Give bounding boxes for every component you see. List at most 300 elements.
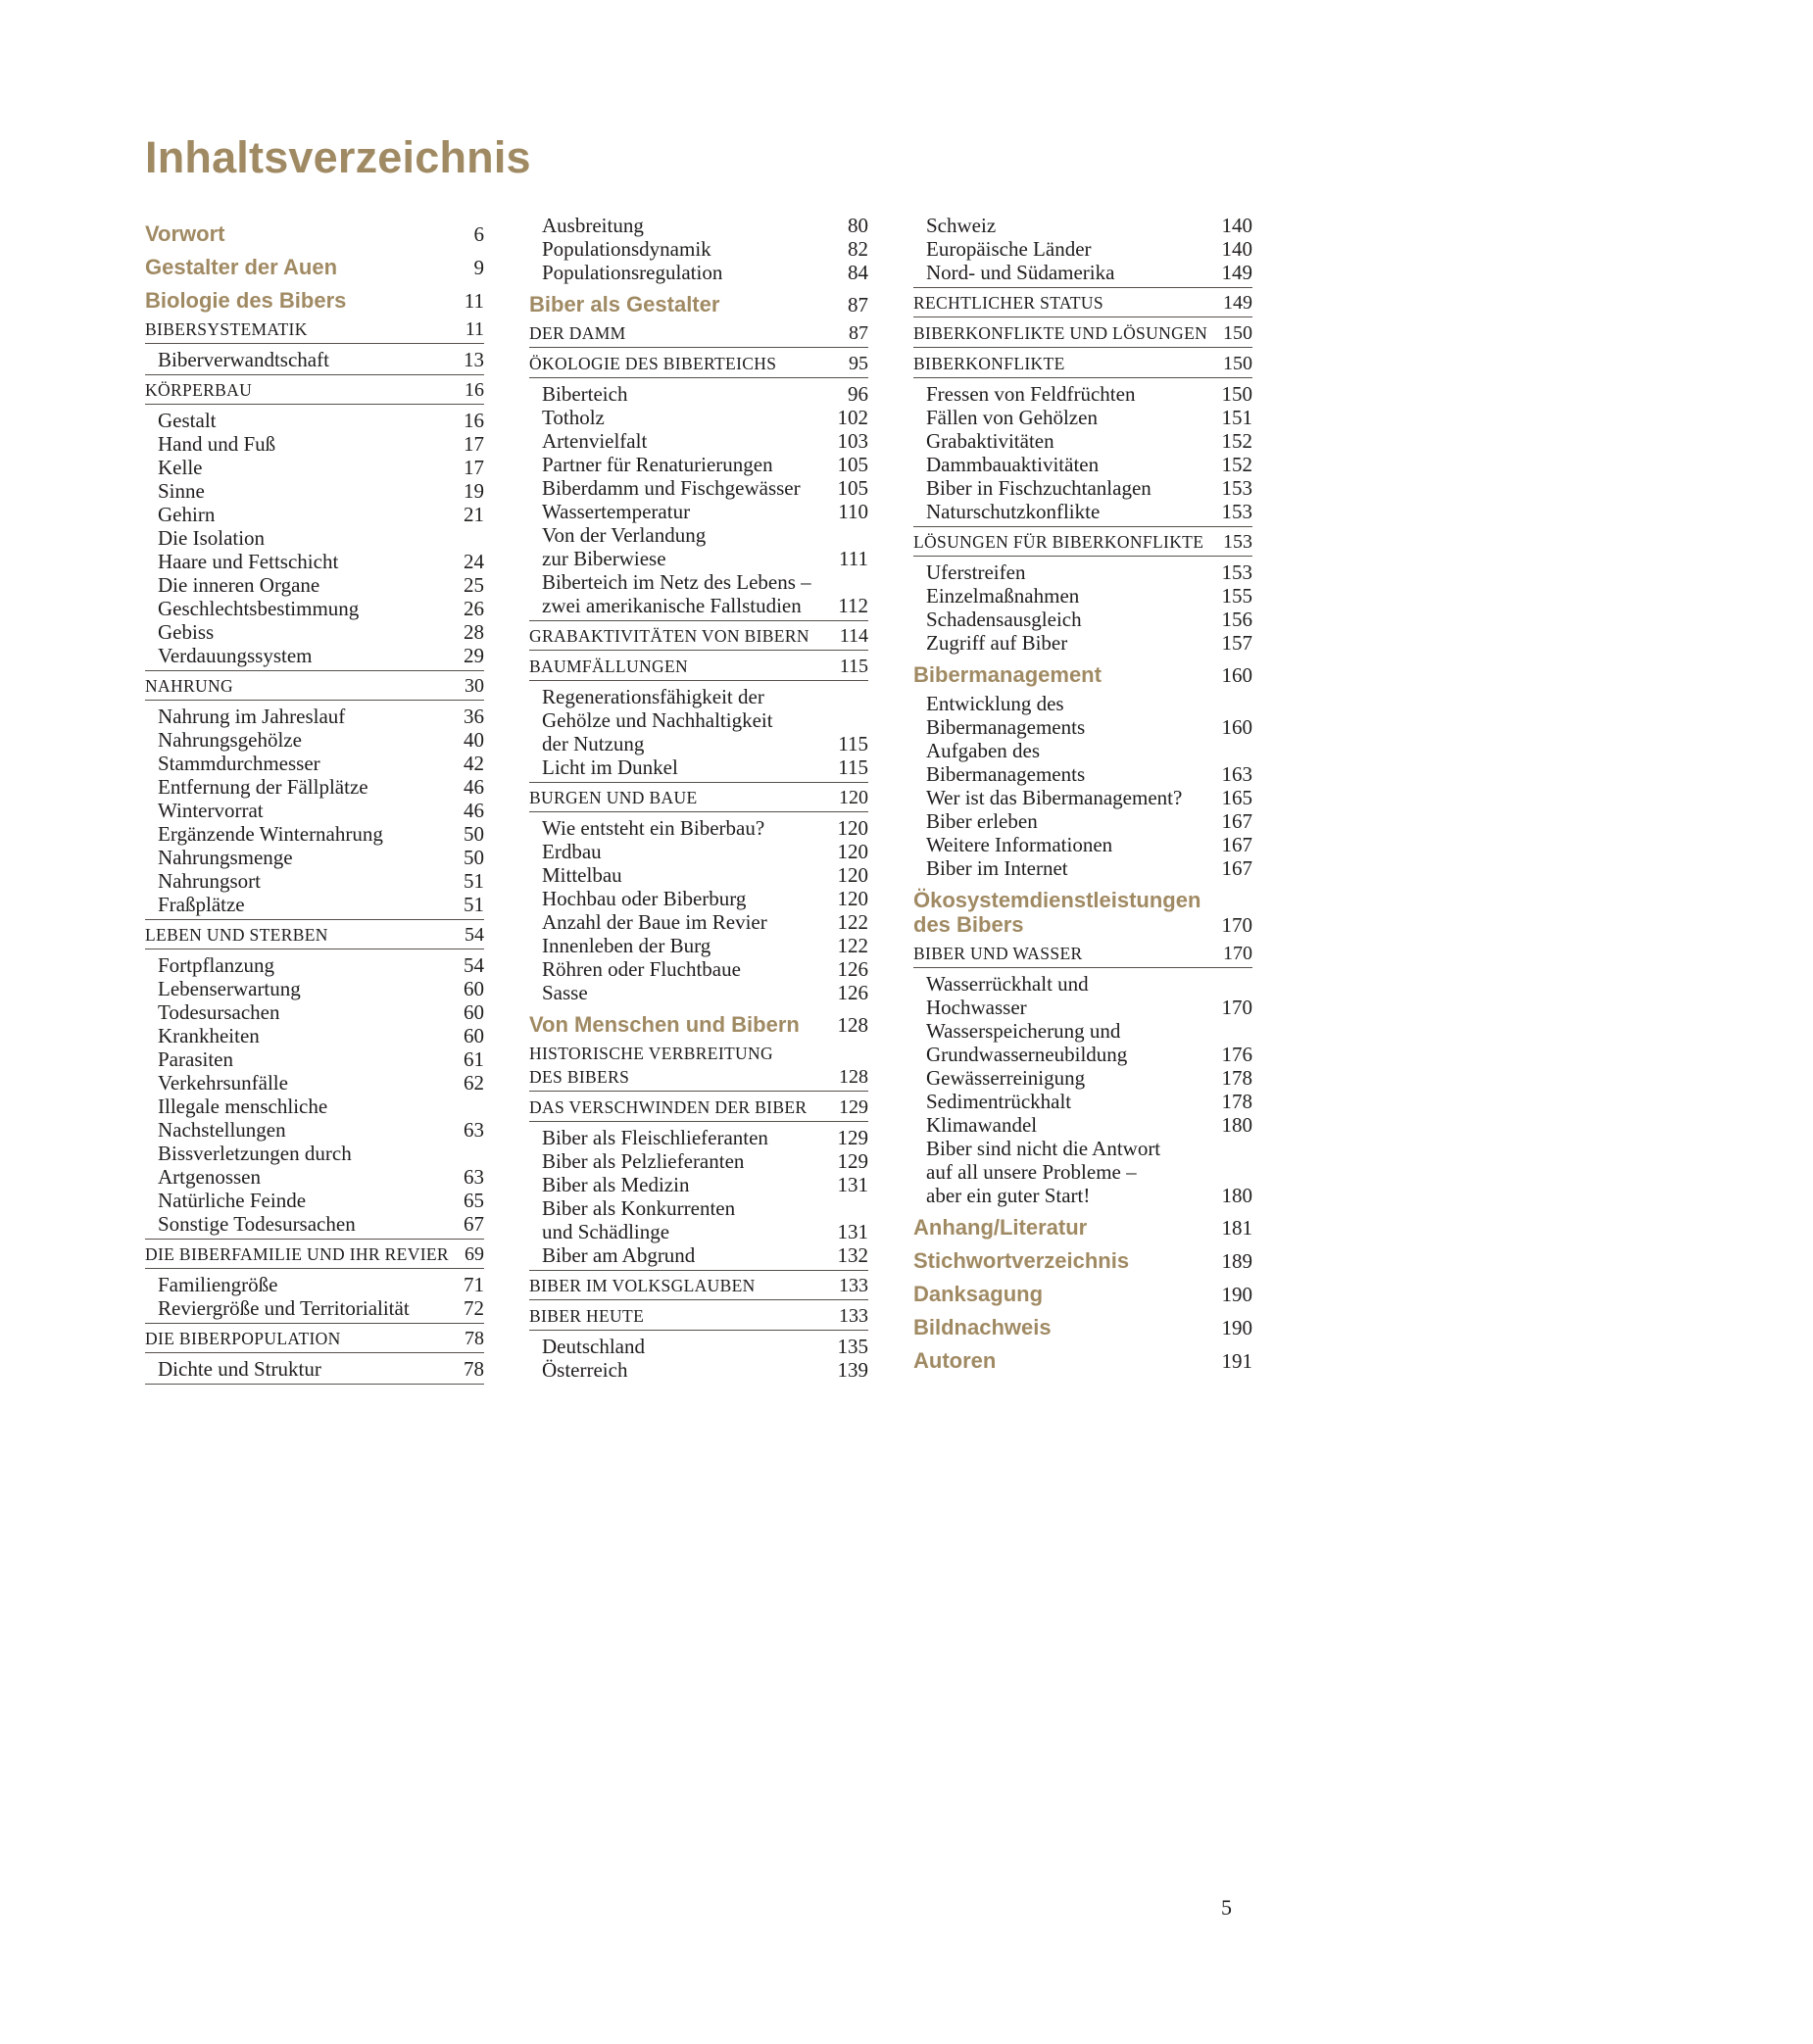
toc-item-entry bbox=[529, 685, 868, 755]
toc-entry-label: Licht im Dunkel bbox=[542, 755, 678, 779]
toc-item-entry bbox=[145, 846, 484, 869]
toc-entry-page-number: 191 bbox=[1221, 1349, 1252, 1373]
toc-entry-label: Kelle bbox=[158, 456, 203, 479]
toc-entry-page-number: 156 bbox=[1221, 608, 1252, 631]
toc-entry-row bbox=[529, 732, 868, 755]
toc-entry-label: BIBERKONFLIKTE bbox=[913, 354, 1065, 373]
toc-entry-row bbox=[529, 429, 868, 453]
toc-entry-row bbox=[529, 352, 868, 375]
toc-entry-page-number: 96 bbox=[848, 382, 868, 406]
toc-entry-label: Wasserrückhalt und bbox=[926, 972, 1089, 996]
toc-entry-row bbox=[145, 752, 484, 775]
toc-entry-page-number: 78 bbox=[465, 1328, 484, 1349]
toc-entry-page-number: 167 bbox=[1221, 856, 1252, 880]
toc-entry-page-number: 29 bbox=[464, 644, 484, 667]
toc-entry-label: BIBER UND WASSER bbox=[913, 944, 1083, 963]
toc-entry-row bbox=[529, 406, 868, 429]
toc-entry-row bbox=[913, 1160, 1252, 1184]
toc-entry-label: Geschlechtsbestimmung bbox=[158, 597, 360, 620]
toc-entry-row bbox=[529, 1220, 868, 1243]
toc-entry-row bbox=[529, 1173, 868, 1196]
toc-entry-row bbox=[145, 526, 484, 550]
toc-entry-row bbox=[529, 1358, 868, 1382]
toc-item-entry bbox=[913, 1090, 1252, 1113]
toc-entry-label: Familiengröße bbox=[158, 1273, 278, 1296]
toc-entry-page-number: 132 bbox=[837, 1243, 868, 1267]
toc-entry-row bbox=[145, 255, 484, 280]
toc-entry-label: BIBER IM VOLKSGLAUBEN bbox=[529, 1276, 756, 1295]
toc-item-entry bbox=[145, 953, 484, 977]
toc-entry-row bbox=[145, 503, 484, 526]
toc-entry-label: Hochbau oder Biberburg bbox=[542, 887, 747, 910]
toc-entry-page-number: 111 bbox=[839, 547, 868, 570]
toc-entry-page-number: 11 bbox=[465, 318, 484, 340]
toc-entry-row bbox=[529, 476, 868, 500]
toc-item-entry bbox=[529, 887, 868, 910]
toc-entry-label: Biberteich im Netz des Lebens – bbox=[542, 570, 811, 594]
toc-entry-page-number: 63 bbox=[464, 1165, 484, 1189]
toc-entry-label: Aufgaben des bbox=[926, 739, 1041, 762]
toc-item-entry bbox=[529, 261, 868, 284]
toc-entry-label: Schweiz bbox=[926, 214, 997, 237]
toc-chapter-entry bbox=[913, 1348, 1252, 1374]
toc-item-entry bbox=[145, 869, 484, 893]
toc-entry-row bbox=[529, 957, 868, 981]
toc-entry-page-number: 115 bbox=[839, 656, 868, 677]
toc-entry-label: Gehölze und Nachhaltigkeit bbox=[542, 708, 773, 732]
toc-item-entry bbox=[913, 500, 1252, 527]
toc-entry-row bbox=[145, 221, 484, 247]
toc-entry-row bbox=[529, 1012, 868, 1038]
toc-entry-label: Zugriff auf Biber bbox=[926, 631, 1068, 655]
toc-entry-label: LÖSUNGEN FÜR BIBERKONFLIKTE bbox=[913, 532, 1204, 552]
toc-item-entry bbox=[145, 348, 484, 375]
toc-entry-page-number: 65 bbox=[464, 1189, 484, 1212]
toc-item-entry bbox=[145, 526, 484, 573]
toc-entry-page-number: 36 bbox=[464, 705, 484, 728]
toc-entry-label: Bissverletzungen durch bbox=[158, 1142, 352, 1165]
toc-entry-row bbox=[529, 934, 868, 957]
toc-item-entry bbox=[529, 500, 868, 523]
toc-entry-row bbox=[529, 382, 868, 406]
toc-entry-page-number: 28 bbox=[464, 620, 484, 644]
toc-item-entry bbox=[145, 1189, 484, 1212]
toc-entry-row bbox=[913, 996, 1252, 1019]
toc-entry-page-number: 152 bbox=[1221, 429, 1252, 453]
toc-entry-page-number: 112 bbox=[838, 594, 868, 617]
toc-entry-label: Gebiss bbox=[158, 620, 215, 644]
toc-entry-page-number: 129 bbox=[837, 1126, 868, 1149]
toc-chapter-entry bbox=[913, 1315, 1252, 1340]
toc-entry-page-number: 180 bbox=[1221, 1113, 1252, 1137]
toc-entry-label: Fällen von Gehölzen bbox=[926, 406, 1098, 429]
toc-entry-page-number: 149 bbox=[1223, 292, 1252, 314]
toc-entry-page-number: 122 bbox=[837, 934, 868, 957]
toc-item-entry bbox=[529, 934, 868, 957]
toc-entry-page-number: 120 bbox=[837, 840, 868, 863]
toc-entry-page-number: 128 bbox=[837, 1013, 868, 1037]
toc-entry-row bbox=[145, 1357, 484, 1381]
toc-entry-label: Bibermanagement bbox=[913, 662, 1102, 687]
toc-entry-page-number: 170 bbox=[1221, 996, 1252, 1019]
toc-entry-page-number: 140 bbox=[1221, 214, 1252, 237]
toc-item-entry bbox=[145, 893, 484, 920]
toc-entry-row bbox=[913, 1043, 1252, 1066]
toc-item-entry bbox=[913, 692, 1252, 739]
toc-entry-label: Sinne bbox=[158, 479, 205, 503]
toc-entry-page-number: 155 bbox=[1221, 584, 1252, 608]
toc-item-entry bbox=[145, 752, 484, 775]
toc-entry-page-number: 170 bbox=[1223, 943, 1252, 964]
toc-chapter-entry bbox=[145, 255, 484, 280]
toc-entry-page-number: 128 bbox=[839, 1066, 868, 1088]
toc-chapter-entry bbox=[529, 1012, 868, 1038]
toc-entry-label: Fortpflanzung bbox=[158, 953, 274, 977]
toc-item-entry bbox=[529, 816, 868, 840]
toc-caps-entry bbox=[529, 655, 868, 681]
toc-entry-label: Biberteich bbox=[542, 382, 628, 406]
toc-entry-label: Wassertemperatur bbox=[542, 500, 691, 523]
toc-item-entry bbox=[145, 573, 484, 597]
toc-entry-page-number: 150 bbox=[1223, 353, 1252, 374]
toc-entry-row bbox=[145, 1273, 484, 1296]
toc-entry-label: Nahrungsgehölze bbox=[158, 728, 302, 752]
toc-item-entry bbox=[145, 1095, 484, 1142]
toc-entry-label: Biber im Internet bbox=[926, 856, 1068, 880]
toc-item-entry bbox=[529, 1243, 868, 1271]
toc-entry-label: Biber sind nicht die Antwort bbox=[926, 1137, 1161, 1160]
toc-entry-page-number: 114 bbox=[839, 625, 868, 647]
toc-entry-label: Parasiten bbox=[158, 1047, 233, 1071]
toc-entry-row bbox=[913, 608, 1252, 631]
toc-column-2 bbox=[529, 214, 868, 1382]
toc-item-entry bbox=[913, 608, 1252, 631]
toc-entry-row bbox=[913, 476, 1252, 500]
toc-entry-page-number: 46 bbox=[464, 775, 484, 799]
toc-entry-row bbox=[913, 237, 1252, 261]
toc-entry-row bbox=[529, 755, 868, 779]
toc-chapter-entry bbox=[145, 288, 484, 314]
toc-entry-label: LEBEN UND STERBEN bbox=[145, 925, 328, 945]
toc-item-entry bbox=[145, 620, 484, 644]
toc-item-entry bbox=[529, 382, 868, 406]
toc-entry-page-number: 170 bbox=[1221, 913, 1252, 937]
toc-entry-page-number: 190 bbox=[1221, 1283, 1252, 1306]
toc-item-entry bbox=[145, 456, 484, 479]
toc-entry-row bbox=[529, 570, 868, 594]
toc-item-entry bbox=[145, 705, 484, 728]
toc-caps-entry bbox=[145, 1327, 484, 1353]
toc-item-entry bbox=[913, 237, 1252, 261]
toc-entry-label: Fraßplätze bbox=[158, 893, 245, 916]
toc-entry-label: Deutschland bbox=[542, 1335, 645, 1358]
toc-entry-row bbox=[145, 869, 484, 893]
toc-item-entry bbox=[145, 1142, 484, 1189]
toc-entry-label: Natürliche Feinde bbox=[158, 1189, 307, 1212]
toc-entry-label: Naturschutzkonflikte bbox=[926, 500, 1101, 523]
toc-entry-row bbox=[913, 762, 1252, 786]
toc-entry-page-number: 176 bbox=[1221, 1043, 1252, 1066]
toc-entry-page-number: 50 bbox=[464, 822, 484, 846]
toc-entry-label: Hand und Fuß bbox=[158, 432, 276, 456]
toc-entry-label: aber ein guter Start! bbox=[926, 1184, 1091, 1207]
toc-item-entry bbox=[913, 1113, 1252, 1137]
toc-item-entry bbox=[529, 406, 868, 429]
toc-entry-row bbox=[145, 573, 484, 597]
toc-entry-row bbox=[913, 530, 1252, 554]
toc-entry-label: Illegale menschliche bbox=[158, 1095, 328, 1118]
toc-entry-row bbox=[145, 288, 484, 314]
toc-entry-row bbox=[913, 214, 1252, 237]
toc-entry-row bbox=[529, 261, 868, 284]
toc-entry-label: Biber als Pelzlieferanten bbox=[542, 1149, 745, 1173]
toc-entry-row bbox=[145, 1296, 484, 1320]
toc-entry-row bbox=[913, 429, 1252, 453]
toc-entry-page-number: 105 bbox=[837, 476, 868, 500]
toc-columns bbox=[145, 214, 1252, 1387]
toc-entry-row bbox=[145, 674, 484, 698]
toc-entry-label: KÖRPERBAU bbox=[145, 380, 253, 400]
toc-entry-label: Wie entsteht ein Biberbau? bbox=[542, 816, 765, 840]
toc-entry-row bbox=[529, 981, 868, 1004]
toc-entry-label: Lebenserwartung bbox=[158, 977, 301, 1000]
toc-entry-label: Sasse bbox=[542, 981, 588, 1004]
toc-entry-row bbox=[913, 888, 1252, 912]
toc-item-entry bbox=[529, 523, 868, 570]
toc-entry-label: Vorwort bbox=[145, 221, 225, 246]
toc-entry-page-number: 190 bbox=[1221, 1316, 1252, 1339]
toc-caps-entry bbox=[145, 923, 484, 949]
toc-entry-page-number: 157 bbox=[1221, 631, 1252, 655]
page-number: 5 bbox=[1221, 1895, 1232, 1920]
toc-item-entry bbox=[913, 856, 1252, 880]
toc-entry-row bbox=[145, 846, 484, 869]
toc-entry-row bbox=[145, 822, 484, 846]
toc-caps-entry bbox=[529, 1095, 868, 1122]
toc-entry-label: Klimawandel bbox=[926, 1113, 1038, 1137]
toc-entry-row bbox=[145, 1024, 484, 1047]
toc-entry-row bbox=[913, 786, 1252, 809]
toc-entry-row bbox=[913, 942, 1252, 965]
toc-entry-row bbox=[145, 775, 484, 799]
toc-entry-row bbox=[529, 1243, 868, 1267]
toc-entry-page-number: 163 bbox=[1221, 762, 1252, 786]
toc-entry-page-number: 153 bbox=[1223, 531, 1252, 553]
toc-item-entry bbox=[913, 1019, 1252, 1066]
toc-entry-label: Bibermanagements bbox=[926, 762, 1086, 786]
toc-entry-page-number: 131 bbox=[837, 1173, 868, 1196]
toc-item-entry bbox=[913, 214, 1252, 237]
toc-entry-page-number: 78 bbox=[464, 1357, 484, 1381]
toc-entry-page-number: 87 bbox=[848, 293, 868, 316]
toc-entry-label: Partner für Renaturierungen bbox=[542, 453, 773, 476]
toc-entry-page-number: 51 bbox=[464, 869, 484, 893]
toc-entry-label: Stichwortverzeichnis bbox=[913, 1248, 1130, 1273]
toc-entry-label: Ausbreitung bbox=[542, 214, 644, 237]
toc-item-entry bbox=[913, 1066, 1252, 1090]
toc-entry-page-number: 84 bbox=[848, 261, 868, 284]
toc-entry-page-number: 126 bbox=[837, 981, 868, 1004]
toc-entry-row bbox=[145, 1242, 484, 1266]
toc-item-entry bbox=[529, 981, 868, 1004]
toc-entry-row bbox=[529, 863, 868, 887]
toc-entry-row bbox=[145, 644, 484, 667]
toc-caps-entry bbox=[913, 352, 1252, 378]
toc-item-entry bbox=[145, 479, 484, 503]
toc-caps-entry bbox=[145, 378, 484, 405]
toc-entry-label: GRABAKTIVITÄTEN VON BIBERN bbox=[529, 626, 809, 646]
toc-entry-page-number: 71 bbox=[464, 1273, 484, 1296]
toc-entry-label: der Nutzung bbox=[542, 732, 645, 755]
toc-item-entry bbox=[145, 1357, 484, 1385]
toc-entry-page-number: 11 bbox=[464, 289, 484, 313]
toc-entry-page-number: 120 bbox=[839, 787, 868, 808]
toc-caps-entry bbox=[913, 942, 1252, 968]
toc-entry-page-number: 17 bbox=[464, 456, 484, 479]
toc-chapter-entry bbox=[529, 292, 868, 317]
toc-entry-page-number: 135 bbox=[837, 1335, 868, 1358]
toc-entry-row bbox=[529, 321, 868, 345]
toc-entry-label: DIE BIBERFAMILIE UND IHR REVIER bbox=[145, 1244, 449, 1264]
toc-caps-entry bbox=[145, 674, 484, 701]
toc-entry-label: Nahrungsmenge bbox=[158, 846, 293, 869]
toc-item-entry bbox=[913, 1137, 1252, 1207]
toc-caps-entry bbox=[529, 1274, 868, 1300]
toc-entry-page-number: 120 bbox=[837, 863, 868, 887]
toc-entry-label: DIE BIBERPOPULATION bbox=[145, 1329, 341, 1348]
toc-item-entry bbox=[145, 432, 484, 456]
toc-caps-entry bbox=[529, 321, 868, 348]
toc-item-entry bbox=[529, 237, 868, 261]
toc-entry-row bbox=[529, 1042, 868, 1065]
toc-entry-page-number: 122 bbox=[837, 910, 868, 934]
toc-caps-entry bbox=[529, 1042, 868, 1092]
toc-item-entry bbox=[145, 822, 484, 846]
toc-entry-label: NAHRUNG bbox=[145, 676, 233, 696]
toc-item-entry bbox=[529, 1335, 868, 1358]
toc-entry-page-number: 60 bbox=[464, 1024, 484, 1047]
toc-entry-page-number: 6 bbox=[473, 222, 484, 246]
toc-entry-row bbox=[529, 685, 868, 708]
toc-entry-row bbox=[145, 1095, 484, 1118]
toc-entry-page-number: 149 bbox=[1221, 261, 1252, 284]
toc-entry-row bbox=[913, 406, 1252, 429]
toc-entry-page-number: 115 bbox=[838, 755, 868, 779]
toc-entry-row bbox=[913, 352, 1252, 375]
toc-entry-row bbox=[913, 692, 1252, 715]
toc-entry-row bbox=[145, 1189, 484, 1212]
toc-chapter-entry bbox=[145, 221, 484, 247]
toc-chapter-entry bbox=[913, 662, 1252, 688]
toc-entry-row bbox=[529, 624, 868, 648]
toc-chapter-entry bbox=[913, 888, 1252, 938]
toc-entry-label: DES BIBERS bbox=[529, 1067, 630, 1087]
toc-item-entry bbox=[529, 957, 868, 981]
toc-entry-page-number: 133 bbox=[839, 1275, 868, 1296]
toc-entry-row bbox=[529, 840, 868, 863]
toc-entry-label: Uferstreifen bbox=[926, 560, 1026, 584]
toc-entry-row bbox=[913, 291, 1252, 315]
toc-entry-label: Dammbauaktivitäten bbox=[926, 453, 1100, 476]
toc-entry-page-number: 152 bbox=[1221, 453, 1252, 476]
toc-entry-label: Fressen von Feldfrüchten bbox=[926, 382, 1136, 406]
toc-entry-label: Todesursachen bbox=[158, 1000, 280, 1024]
toc-entry-page-number: 126 bbox=[837, 957, 868, 981]
toc-entry-label: BURGEN UND BAUE bbox=[529, 788, 698, 807]
toc-entry-page-number: 72 bbox=[464, 1296, 484, 1320]
toc-entry-label: Haare und Fettschicht bbox=[158, 550, 339, 573]
toc-item-entry bbox=[913, 739, 1252, 786]
toc-entry-page-number: 150 bbox=[1221, 382, 1252, 406]
toc-item-entry bbox=[145, 597, 484, 620]
toc-entry-page-number: 54 bbox=[464, 953, 484, 977]
toc-entry-label: Ökosystemdienstleistungen bbox=[913, 888, 1201, 912]
toc-entry-label: des Bibers bbox=[913, 912, 1024, 937]
toc-entry-label: Stammdurchmesser bbox=[158, 752, 320, 775]
toc-entry-page-number: 165 bbox=[1221, 786, 1252, 809]
toc-entry-label: Die Isolation bbox=[158, 526, 266, 550]
toc-entry-row bbox=[913, 972, 1252, 996]
toc-entry-label: Entfernung der Fällplätze bbox=[158, 775, 368, 799]
toc-item-entry bbox=[145, 1071, 484, 1095]
toc-entry-page-number: 60 bbox=[464, 1000, 484, 1024]
toc-entry-row bbox=[913, 560, 1252, 584]
toc-caps-entry bbox=[913, 321, 1252, 348]
toc-entry-page-number: 160 bbox=[1221, 663, 1252, 687]
toc-entry-page-number: 120 bbox=[837, 887, 868, 910]
toc-entry-label: Sonstige Todesursachen bbox=[158, 1212, 356, 1236]
toc-entry-page-number: 80 bbox=[848, 214, 868, 237]
toc-entry-label: auf all unsere Probleme – bbox=[926, 1160, 1137, 1184]
toc-item-entry bbox=[913, 833, 1252, 856]
toc-entry-label: Biber am Abgrund bbox=[542, 1243, 696, 1267]
toc-item-entry bbox=[529, 570, 868, 621]
toc-entry-row bbox=[529, 1335, 868, 1358]
toc-entry-label: Österreich bbox=[542, 1358, 628, 1382]
toc-item-entry bbox=[529, 214, 868, 237]
toc-entry-label: Biberdamm und Fischgewässer bbox=[542, 476, 801, 500]
toc-entry-page-number: 189 bbox=[1221, 1249, 1252, 1273]
toc-item-entry bbox=[529, 453, 868, 476]
toc-entry-page-number: 16 bbox=[464, 409, 484, 432]
toc-entry-page-number: 120 bbox=[837, 816, 868, 840]
toc-entry-page-number: 54 bbox=[465, 924, 484, 946]
toc-entry-page-number: 60 bbox=[464, 977, 484, 1000]
toc-entry-label: Weitere Informationen bbox=[926, 833, 1113, 856]
toc-item-entry bbox=[913, 631, 1252, 655]
toc-entry-page-number: 63 bbox=[464, 1118, 484, 1142]
toc-entry-row bbox=[529, 816, 868, 840]
toc-entry-page-number: 16 bbox=[465, 379, 484, 401]
toc-entry-label: Gestalt bbox=[158, 409, 217, 432]
toc-entry-row bbox=[913, 1019, 1252, 1043]
toc-entry-row bbox=[145, 1327, 484, 1350]
toc-entry-row bbox=[913, 261, 1252, 284]
toc-entry-label: Biber als Konkurrenten bbox=[542, 1196, 736, 1220]
toc-entry-label: Artgenossen bbox=[158, 1165, 261, 1189]
toc-entry-row bbox=[913, 382, 1252, 406]
toc-item-entry bbox=[913, 476, 1252, 500]
toc-entry-page-number: 25 bbox=[464, 573, 484, 597]
toc-entry-page-number: 150 bbox=[1223, 322, 1252, 344]
toc-entry-row bbox=[145, 1118, 484, 1142]
toc-entry-row bbox=[529, 547, 868, 570]
toc-entry-row bbox=[145, 620, 484, 644]
toc-item-entry bbox=[145, 409, 484, 432]
toc-item-entry bbox=[145, 1273, 484, 1296]
toc-entry-row bbox=[913, 715, 1252, 739]
toc-entry-label: Populationsdynamik bbox=[542, 237, 711, 261]
